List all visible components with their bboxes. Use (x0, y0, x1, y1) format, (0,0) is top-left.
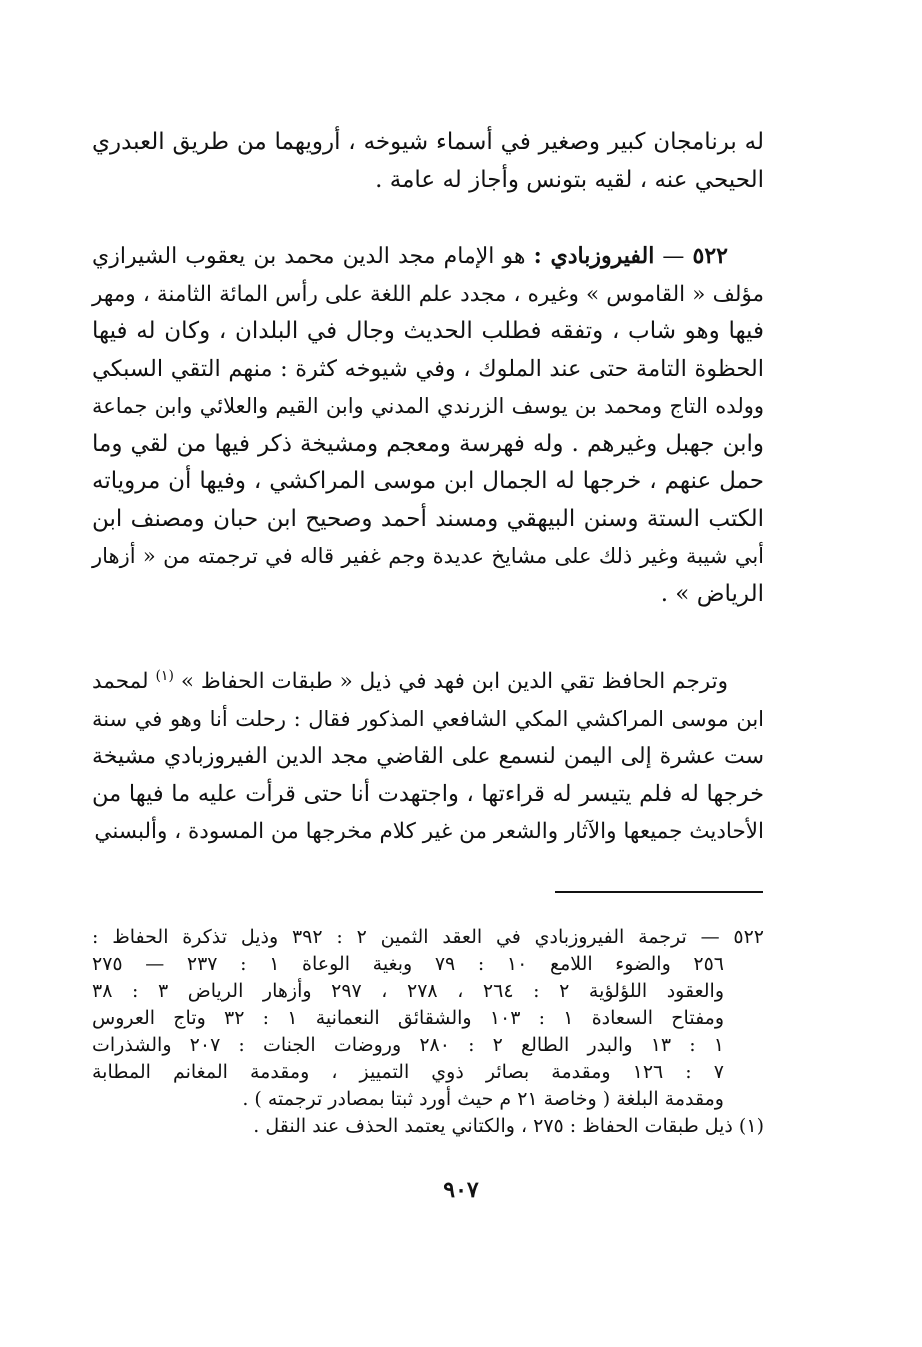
paragraph-continuation (92, 124, 764, 199)
text-line: الحيحي عنه ، لقيه بتونس وأجاز له عامة . (375, 166, 764, 193)
footnote-reference[interactable]: (١) (155, 667, 174, 684)
footnote-line: ومقدمة البلغة ( وخاصة ٢١ م حيث أورد ثبتا بمصادر ترجمته ) . (242, 1088, 724, 1110)
text-line: الكتب الستة وسنن البيهقي ومسند أحمد وصحيح ابن حبان ومصنف ابن (92, 505, 764, 532)
paragraph-first-line (92, 663, 764, 701)
text-line: الحظوة التامة حتى عند الملوك ، وفي شيوخه كثرة : منهم التقي السبكي (92, 355, 764, 382)
text-segment: لمحمد (92, 669, 156, 694)
paragraph-ibn-fahd (92, 663, 764, 851)
text-line: ابن موسى المراكشي المكي الشافعي المذكور فقال : رحلت أنا وهو في سنة (92, 706, 764, 731)
entry-dash: — (654, 244, 693, 269)
text-line: وولده التاج ومحمد بن يوسف الزرندي المدني وابن القيم والعلائي وابن جماعة (92, 394, 764, 418)
text-line: مؤلف « القاموس » وغيره ، مجدد علم اللغة على رأس المائة الثامنة ، ومهر (92, 281, 764, 307)
biography-entry-522 (92, 238, 764, 613)
footnote-line: ٧ : ١٢٦ ومقدمة بصائر ذوي التمييز ، ومقدمة المغانم المطابة (92, 1061, 724, 1083)
text-line: حمل عنهم ، خرجها له الجمال ابن موسى المراكشي ، وفيها أن مروياته (92, 468, 764, 494)
entry-first-line (92, 238, 764, 276)
text-segment: وترجم الحافظ تقي الدين ابن فهد في ذيل « طبقات الحفاظ » (180, 669, 728, 694)
text-line: له برنامجان كبير وصغير في أسماء شيوخه ، أرويهما من طريق العبدري (92, 129, 764, 155)
text-line: فيها وهو شاب ، وتفقه فطلب الحديث وجال في البلدان ، وكان له فيها (92, 318, 764, 344)
entry-name: الفيروزبادي : (533, 243, 655, 269)
entry-number: ٥٢٢ (692, 243, 728, 269)
footnote-line: ٢٥٦ والضوء اللامع ١٠ : ٧٩ وبغية الوعاة ١ : ٢٣٧ — ٢٧٥ (92, 953, 725, 975)
footnote-line: (١) ذيل طبقات الحفاظ : ٢٧٥ ، والكتاني يعتمد الحذف عند النقل . (253, 1115, 764, 1137)
footnote-line: ١ : ١٣ والبدر الطالع ٢ : ٢٨٠ وروضات الجنات : ٢٠٧ والشذرات (92, 1034, 725, 1056)
text-line: أبي شيبة وغير ذلك على مشايخ عديدة وجم غفير قاله في ترجمته من « أزهار (92, 544, 764, 568)
footnote-line: ٥٢٢ — ترجمة الفيروزبادي في العقد الثمين ٢ : ٣٩٢ وذيل تذكرة الحفاظ : (92, 926, 765, 948)
footnote-line: ومفتاح السعادة ١ : ١٠٣ والشقائق النعمانية ١ : ٣٢ وتاج العروس (92, 1007, 725, 1029)
footnote-line: والعقود اللؤلؤية ٢ : ٢٦٤ ، ٢٧٨ ، ٢٩٧ وأزهار الرياض ٣ : ٣٨ (92, 980, 724, 1002)
text-line: الرياض » . (660, 580, 764, 607)
text-line: خرجها له فلم يتيسر له قراءتها ، واجتهدت أنا حتى قرأت عليه ما فيها من (92, 780, 764, 807)
footnote-separator (555, 891, 763, 893)
page-number: ٩٠٧ (443, 1177, 479, 1203)
text-line: وابن جهبل وغيرهم . وله فهرسة ومعجم ومشيخة ذكر فيها من لقي وما (92, 430, 764, 457)
footnotes (92, 924, 764, 1140)
entry-first-line-text: هو الإمام مجد الدين محمد بن يعقوب الشيرازي (92, 244, 534, 269)
text-line: ست عشرة إلى اليمن لنسمع على القاضي مجد الدين الفيروزبادي مشيخة (92, 744, 764, 769)
text-line: الأحاديث جميعها والآثار والشعر من غير كلام مخرجها من المسودة ، وألبسني (94, 819, 764, 844)
